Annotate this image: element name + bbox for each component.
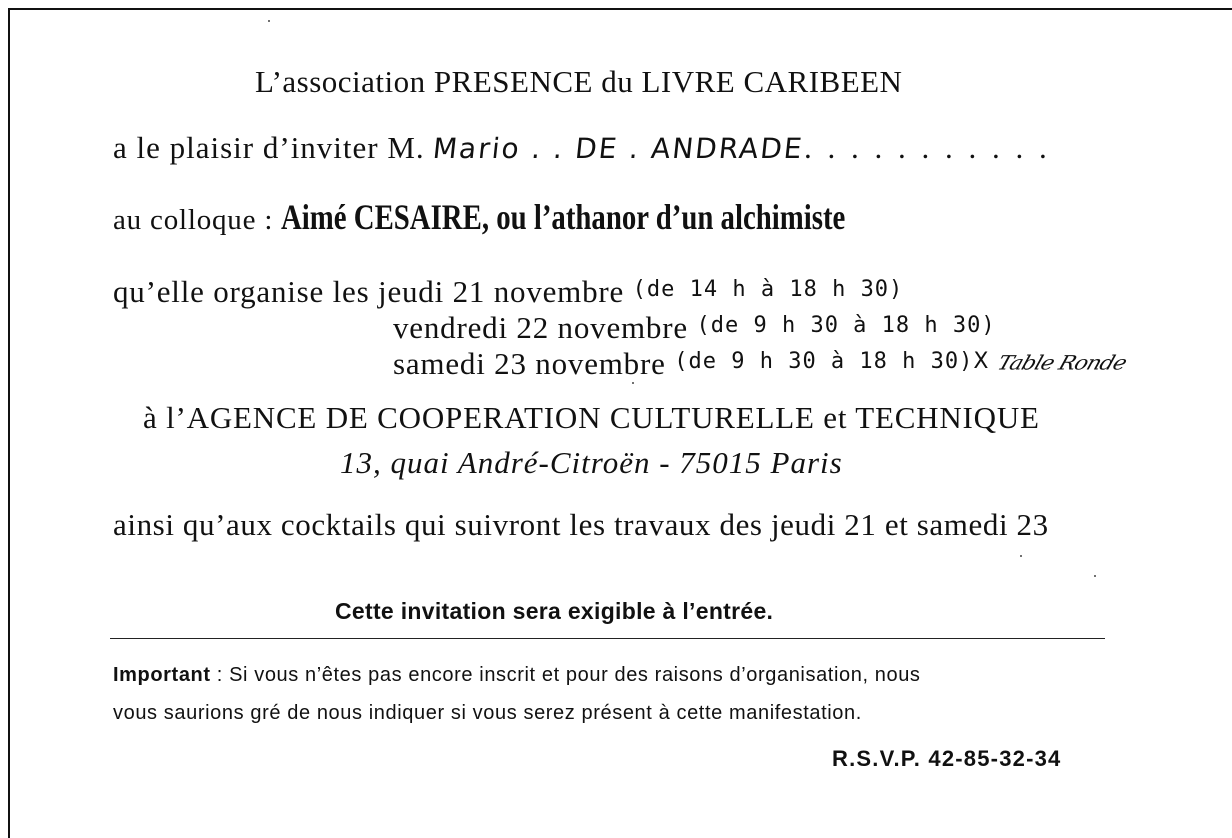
guest-name-handwritten: Mario . . DE . ANDRADE: [431, 132, 806, 165]
print-speck: [1094, 575, 1096, 577]
important-line-1: [113, 664, 921, 687]
guest-name-dots: . . . . . . . . . . .: [804, 130, 1051, 165]
venue-line: à l’AGENCE DE COOPERATION CULTURELLE et TECHNIQUE: [143, 400, 1040, 435]
print-speck: [1020, 555, 1022, 557]
schedule-line-3: [393, 346, 1129, 382]
exigible-notice: Cette invitation sera exigible à l’entrée.: [335, 598, 774, 624]
invitation-card: [8, 8, 1232, 838]
invite-prefix: a le plaisir d’inviter M.: [113, 130, 425, 165]
day-label-1: jeudi 21 novembre: [378, 274, 625, 309]
invite-line: [113, 130, 1051, 166]
address-line: 13, quai André-Citroën - 75015 Paris: [340, 445, 843, 480]
handwritten-note: Table Ronde: [994, 352, 1129, 375]
day-time-1: (de 14 h à 18 h 30): [632, 277, 904, 302]
important-line-2: vous saurions gré de nous indiquer si vous serez présent à cette manifestation.: [113, 702, 862, 724]
rsvp-line: R.S.V.P. 42-85-32-34: [832, 746, 1062, 771]
print-speck: [268, 20, 270, 22]
divider-rule: [110, 638, 1105, 639]
association-line: L’association PRESENCE du LIVRE CARIBEEN: [255, 64, 903, 99]
cocktails-line: ainsi qu’aux cocktails qui suivront les travaux des jeudi 21 et samedi 23: [113, 507, 1049, 542]
print-speck: [632, 382, 634, 384]
colloque-title: Aimé CESAIRE, ou l’athanor d’un alchimiste: [281, 197, 846, 237]
schedule-line-1: [113, 274, 903, 310]
colloque-prefix: au colloque :: [113, 204, 274, 236]
important-label: Important: [113, 664, 211, 686]
important-text-1: : Si vous n’êtes pas encore inscrit et pour des raisons d’organisation, nous: [210, 664, 921, 686]
schedule-line-2: [393, 310, 996, 346]
handwritten-cross-mark: X: [973, 349, 990, 374]
organise-prefix: qu’elle organise les: [113, 274, 370, 309]
day-label-2: vendredi 22 novembre: [393, 310, 688, 345]
day-time-2: (de 9 h 30 à 18 h 30): [696, 313, 996, 338]
colloque-line: [113, 196, 987, 238]
day-label-3: samedi 23 novembre: [393, 346, 666, 381]
day-time-3: (de 9 h 30 à 18 h 30): [674, 349, 974, 374]
